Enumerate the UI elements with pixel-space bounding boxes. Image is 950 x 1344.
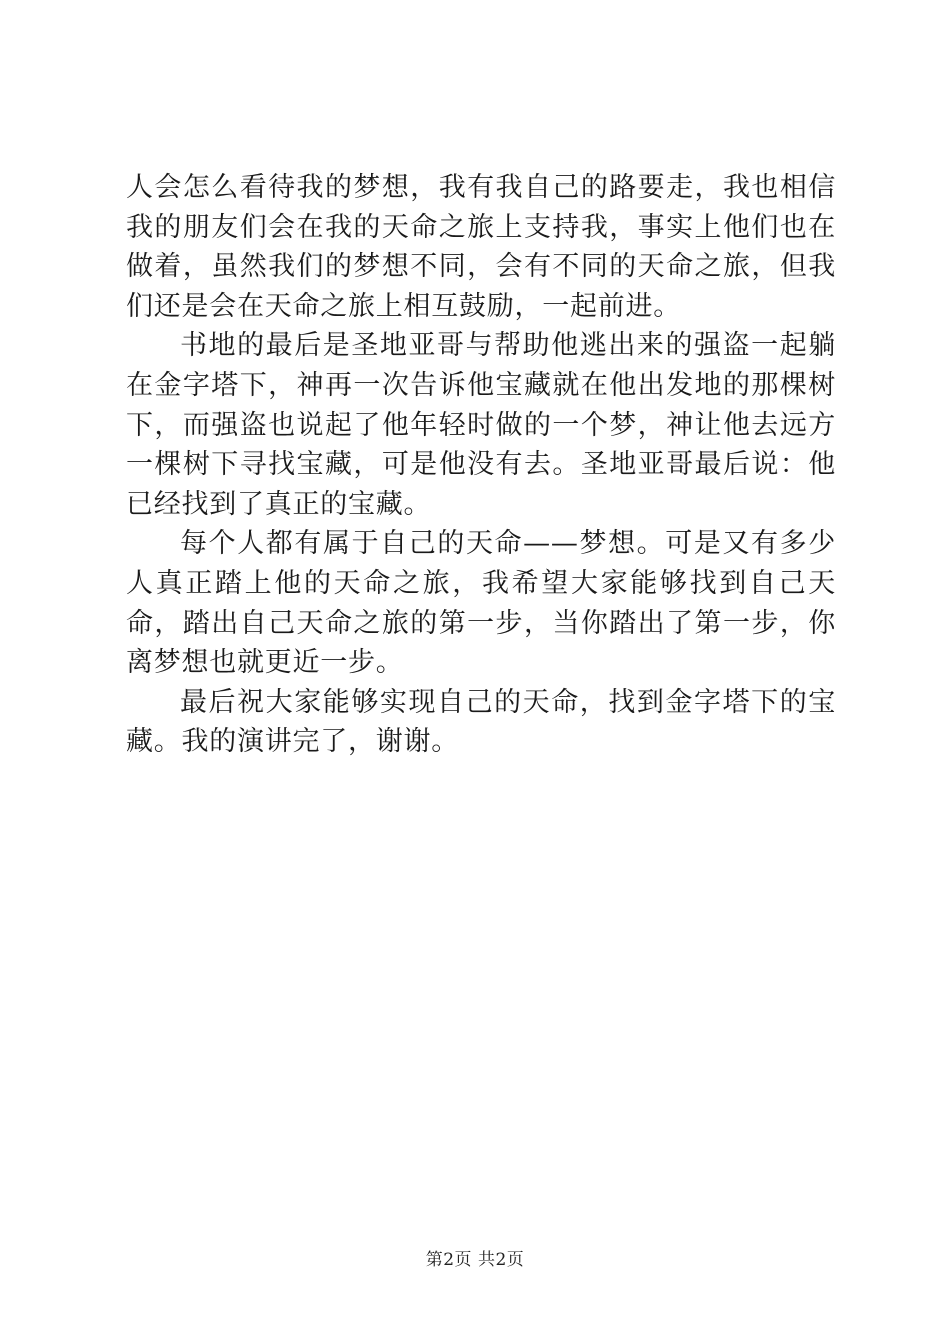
page-number-footer: 第2页 共2页	[425, 1250, 525, 1270]
paragraph-story-ending: 书地的最后是圣地亚哥与帮助他逃出来的强盗一起躺在金字塔下，神再一次告诉他宝藏就在他出发地的那棵树下，而强盗也说起了他年轻时做的一个梦，神让他去远方一棵树下寻找宝藏，可是他没有去。圣地亚哥最后说：他已经找到了真正的宝藏。	[126, 330, 836, 520]
body-text	[126, 168, 836, 762]
paragraph-continued: 人会怎么看待我的梦想，我有我自己的路要走，我也相信我的朋友们会在我的天命之旅上支持我，事实上他们也在做着，虽然我们的梦想不同，会有不同的天命之旅，但我们还是会在天命之旅上相互鼓励，一起前进。	[126, 172, 836, 322]
paragraph-destiny-dream: 每个人都有属于自己的天命——梦想。可是又有多少人真正踏上他的天命之旅，我希望大家能够找到自己天命，踏出自己天命之旅的第一步，当你踏出了第一步，你离梦想也就更近一步。	[126, 528, 836, 679]
paragraph-closing: 最后祝大家能够实现自己的天命，找到金字塔下的宝藏。我的演讲完了，谢谢。	[126, 686, 836, 758]
